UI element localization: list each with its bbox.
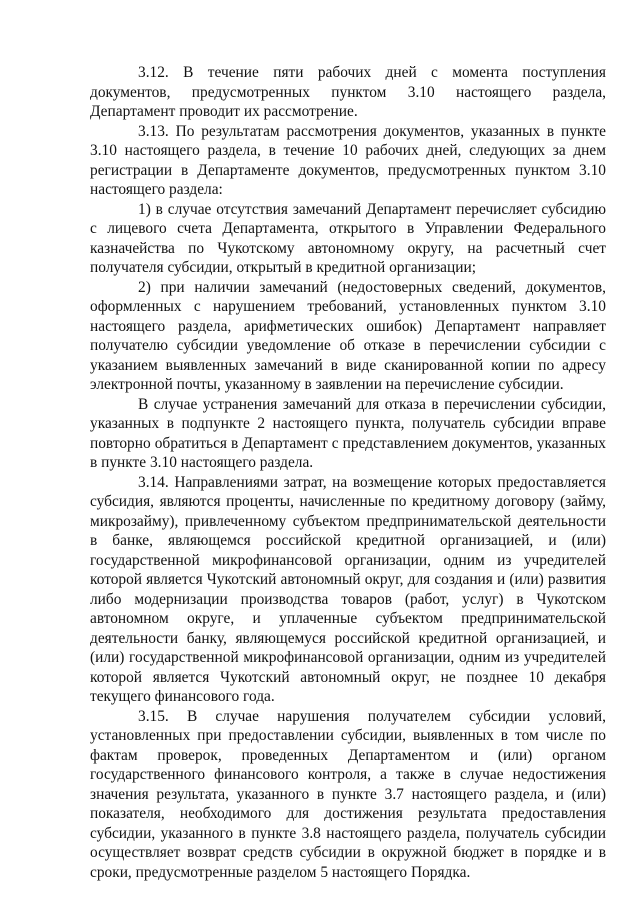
paragraph-3-13-resubmission: В случае устранения замечаний для отказа в перечислении субсидии, указанных в подпункте 2 настоящего пункта, получатель субсидии вправе повторно обратиться в Департамент с представлением документов, указанных в пункте 3.10 настоящего раздела. (90, 395, 606, 471)
paragraph-3-15: 3.15. В случае нарушения получателем субсидии условий, установленных при предоставлении субсидии, выявленных в том числе по фактам проверок, проведенных Департаментом и (или) органом государственного финансового контроля, а также в случае недостижения значения результата, указанного в пункте 3.7 настоящего раздела, и (или) показателя, необходимого для достижения результата предоставления субсидии, указанного в пункте 3.8 настоящего раздела, получатель субсидии осуществляет возврат средств субсидии в окружной бюджет в порядке и в сроки, предусмотренные разделом 5 настоящего Порядка. (90, 707, 606, 881)
paragraph-3-12: 3.12. В течение пяти рабочих дней с момента поступления документов, предусмотренных пунктом 3.10 настоящего раздела, Департамент проводит их рассмотрение. (90, 64, 606, 120)
paragraph-3-14: 3.14. Направлениями затрат, на возмещение которых предоставляется субсидия, являются проценты, начисленные по кредитному договору (займу, микрозайму), привлеченному субъектом предпринимательской деятельности в банке, являющемся российской кредитной организацией, и (или) государственной микрофинансовой организации, одним из учредителей которой является Чукотский автономный округ, для создания и (или) развития либо модернизации производства товаров (работ, услуг) в Чукотском автономном округе, и уплаченные субъектом предпринимательской деятельности банку, являющемуся российской кредитной организацией, и (или) государственной микрофинансовой организации, одним из учредителей которой является Чукотский автономный округ, не позднее 10 декабря текущего финансового года. (90, 473, 606, 705)
paragraph-3-13-item-2: 2) при наличии замечаний (недостоверных сведений, документов, оформленных с нарушением требований, установленных пунктом 3.10 настоящего раздела, арифметических ошибок) Департамент направляет получателю субсидии уведомление об отказе в перечислении субсидии с указанием выявленных замечаний в виде сканированной копии по адресу электронной почты, указанному в заявлении на перечисление субсидии. (90, 278, 606, 393)
paragraph-3-13-item-1: 1) в случае отсутствия замечаний Департамент перечисляет субсидию с лицевого счета Департамента, открытого в Управлении Федерального казначейства по Чукотскому автономному округу, на расчетный счет получателя субсидии, открытый в кредитной организации; (90, 200, 606, 276)
paragraph-3-13: 3.13. По результатам рассмотрения документов, указанных в пункте 3.10 настоящего раздела, в течение 10 рабочих дней, следующих за днем регистрации в Департаменте документов, предусмотренных пунктом 3.10 настоящего раздела: (90, 122, 606, 198)
document-page (90, 63, 606, 882)
